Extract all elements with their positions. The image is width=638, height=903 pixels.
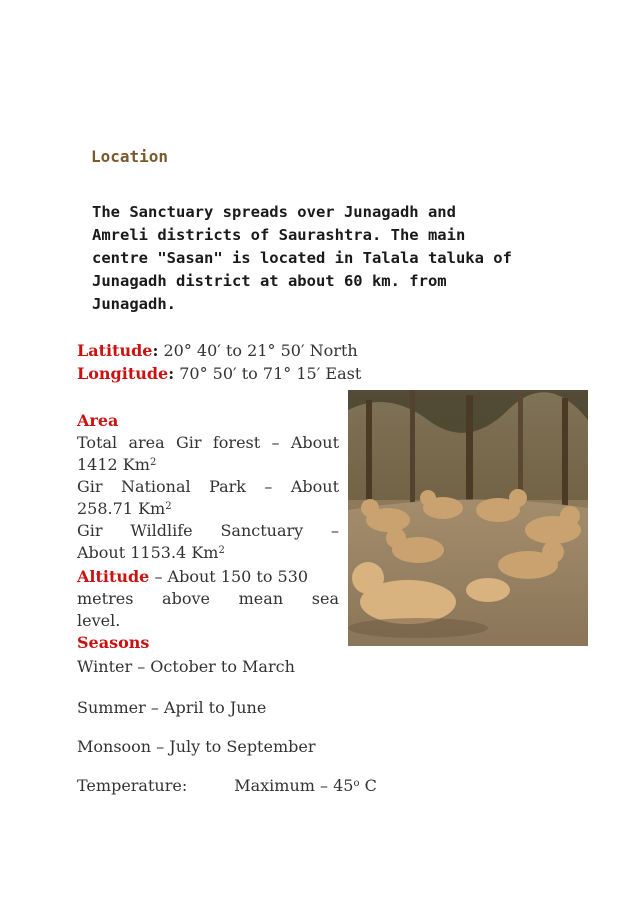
intro-line: The Sanctuary spreads over Junagadh and <box>92 203 456 221</box>
unit-superscript: 2 <box>149 457 157 468</box>
altitude-line3: level. <box>77 611 121 630</box>
longitude-line: Longitude: 70° 50′ to 71° 15′ East <box>77 364 362 383</box>
intro-line: Amreli districts of Saurashtra. The main <box>92 226 466 244</box>
seasons-heading: Seasons <box>77 633 150 652</box>
intro-line: Junagadh district at about 60 km. from <box>92 272 447 290</box>
lions-photo <box>348 390 588 646</box>
temperature-label: Temperature: <box>77 776 188 795</box>
season-monsoon: Monsoon – July to September <box>77 737 316 756</box>
temperature-line <box>77 775 377 797</box>
sanctuary-line1: Gir Wildlife Sanctuary – <box>77 521 339 540</box>
location-heading: Location <box>91 147 169 166</box>
national-park-line2 <box>77 498 172 520</box>
season-summer: Summer – April to June <box>77 698 267 717</box>
latitude-line: Latitude: 20° 40′ to 21° 50′ North <box>77 341 358 360</box>
intro-line: Junagadh. <box>92 295 176 313</box>
national-park-line1: Gir National Park – About <box>77 477 339 496</box>
gir-forest-line1: Total area Gir forest – About <box>77 433 339 452</box>
intro-line: centre "Sasan" is located in Talala taluka of <box>92 249 512 267</box>
temperature-unit: C <box>359 776 377 795</box>
altitude-line1 <box>77 566 308 588</box>
longitude-label: Longitude <box>77 364 169 383</box>
longitude-value: 70° 50′ to 71° 15′ East <box>174 364 362 383</box>
sanctuary-line2 <box>77 542 225 564</box>
altitude-value: – About 150 to 530 <box>149 567 309 586</box>
degree-superscript: o <box>353 778 360 789</box>
latitude-value: 20° 40′ to 21° 50′ North <box>158 341 358 360</box>
unit-superscript: 2 <box>165 501 172 512</box>
altitude-line2: metres above mean sea <box>77 589 339 608</box>
area-heading: Area <box>77 411 119 430</box>
gir-forest-value: 1412 Km <box>77 455 150 474</box>
gir-forest-line2 <box>77 454 156 476</box>
location-intro <box>92 201 532 316</box>
latitude-label: Latitude <box>77 341 153 360</box>
unit-superscript: 2 <box>218 545 225 556</box>
sanctuary-value: About 1153.4 Km <box>77 543 219 562</box>
national-park-value: 258.71 Km <box>77 499 166 518</box>
temperature-max: Maximum – 45 <box>234 776 354 795</box>
season-winter: Winter – October to March <box>77 657 295 676</box>
altitude-label: Altitude <box>77 567 150 586</box>
